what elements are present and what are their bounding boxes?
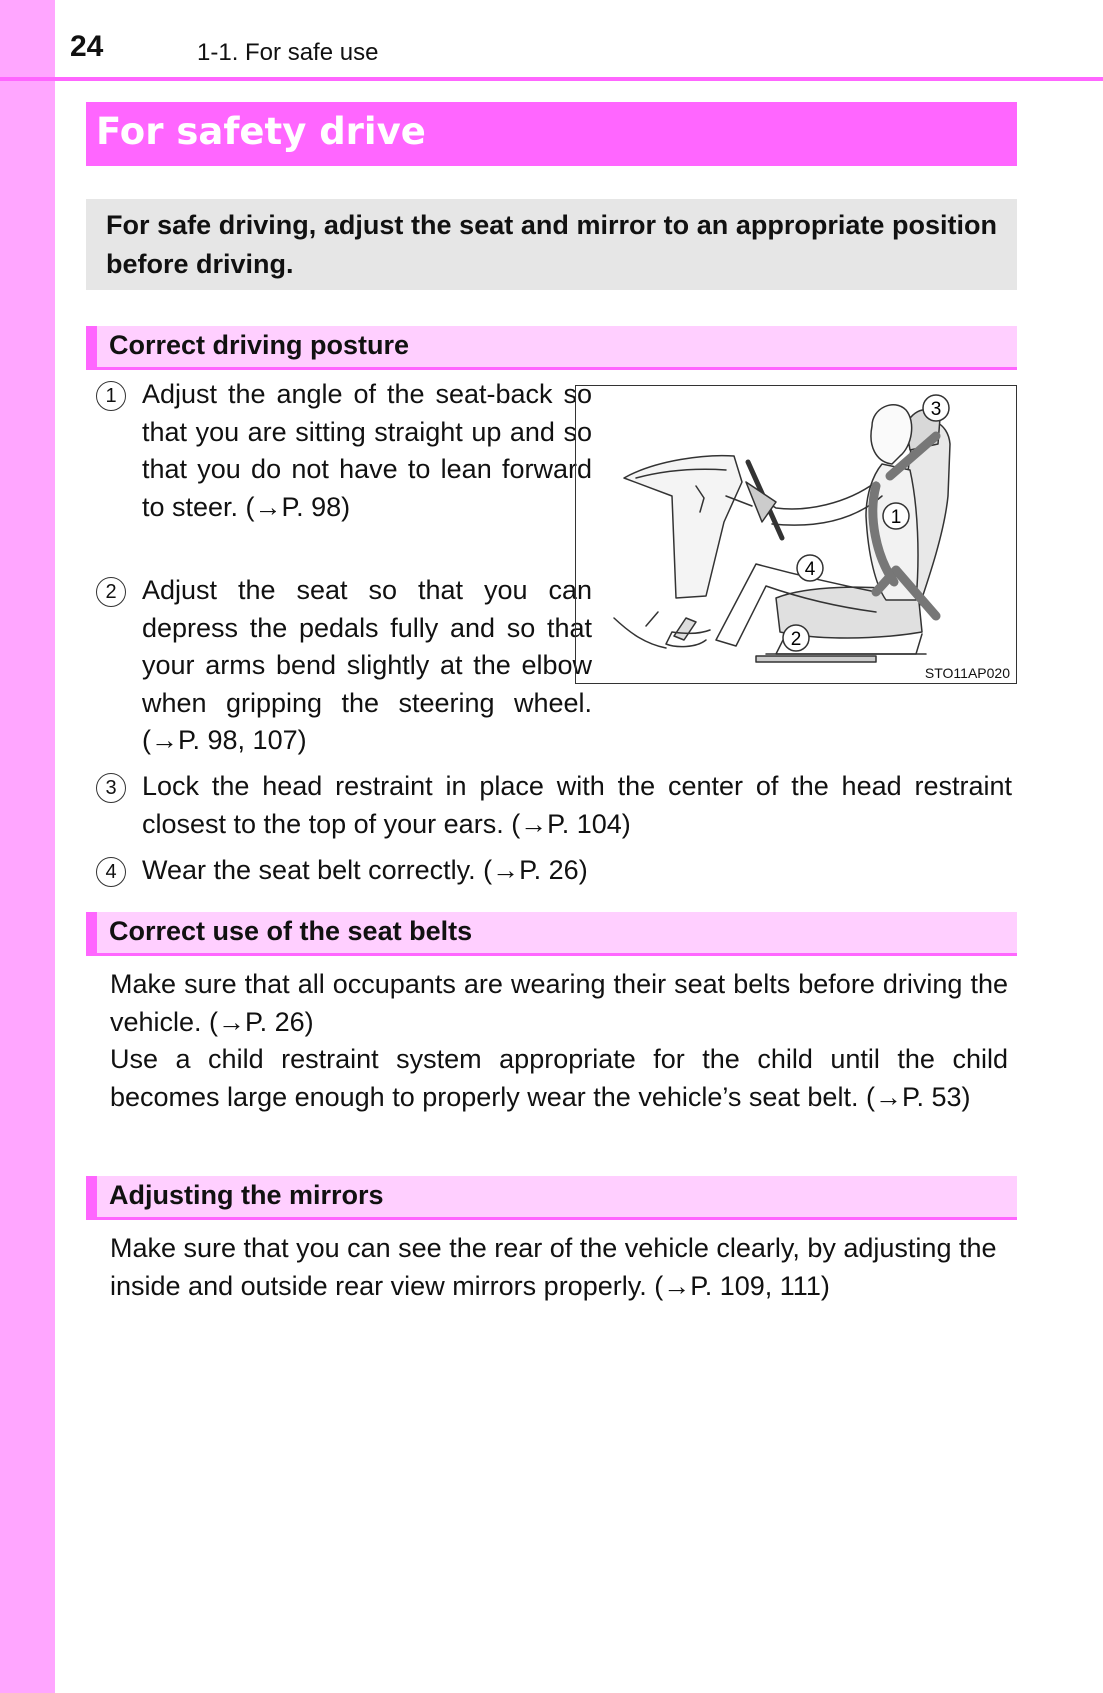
- item-text: Adjust the angle of the seat-back so that you are sitting straight up and so that you do not have to lean forward to steer. (→P. 98): [142, 379, 592, 522]
- section-heading-mirrors: Adjusting the mirrors: [86, 1176, 1017, 1220]
- item-number-badge: 2: [96, 577, 126, 607]
- callout-1: 1: [890, 507, 902, 528]
- section-heading-posture: Correct driving posture: [86, 326, 1017, 370]
- item-text: Adjust the seat so that you can depress the pedals fully and so that your arms bend slightly at the elbow when gripping the steering wheel. (→P. 98, 107): [142, 575, 592, 755]
- intro-box: [86, 199, 1017, 290]
- item-text: Wear the seat belt correctly. (→P. 26): [142, 855, 588, 885]
- driving-posture-figure: [575, 385, 1017, 684]
- mirrors-body: [110, 1230, 1008, 1305]
- intro-text: For safe driving, adjust the seat and mirror to an appropriate position before driving.: [106, 209, 997, 279]
- paragraph: Make sure that you can see the rear of the vehicle clearly, by adjusting the inside and outside rear view mirrors properly. (→P. 109, 111): [110, 1233, 997, 1301]
- section-path: 1-1. For safe use: [197, 39, 379, 66]
- item-number-badge: 1: [96, 381, 126, 411]
- left-color-strip: [0, 0, 55, 1693]
- item-text: Lock the head restraint in place with the center of the head restraint closest to the top of your ears. (→P. 104): [142, 771, 1012, 839]
- page-title: For safety drive: [86, 102, 1017, 166]
- section-heading-seatbelts: Correct use of the seat belts: [86, 912, 1017, 956]
- figure-code: STO11AP020: [924, 665, 1010, 681]
- page-number: 24: [70, 30, 104, 63]
- seatbelts-body: [110, 966, 1008, 1116]
- header-divider: [0, 77, 1103, 81]
- figure-callouts: [576, 386, 1016, 683]
- callout-3: 3: [930, 399, 942, 420]
- item-number-badge: 4: [96, 857, 126, 887]
- paragraph: Make sure that all occupants are wearing their seat belts before driving the vehicle. (→P. 26): [110, 969, 1008, 1037]
- callout-4: 4: [804, 559, 816, 580]
- item-number-badge: 3: [96, 773, 126, 803]
- paragraph: Use a child restraint system appropriate for the child until the child becomes large enough to properly wear the vehicle’s seat belt. (→P. 53): [110, 1044, 1008, 1112]
- callout-2: 2: [790, 629, 802, 650]
